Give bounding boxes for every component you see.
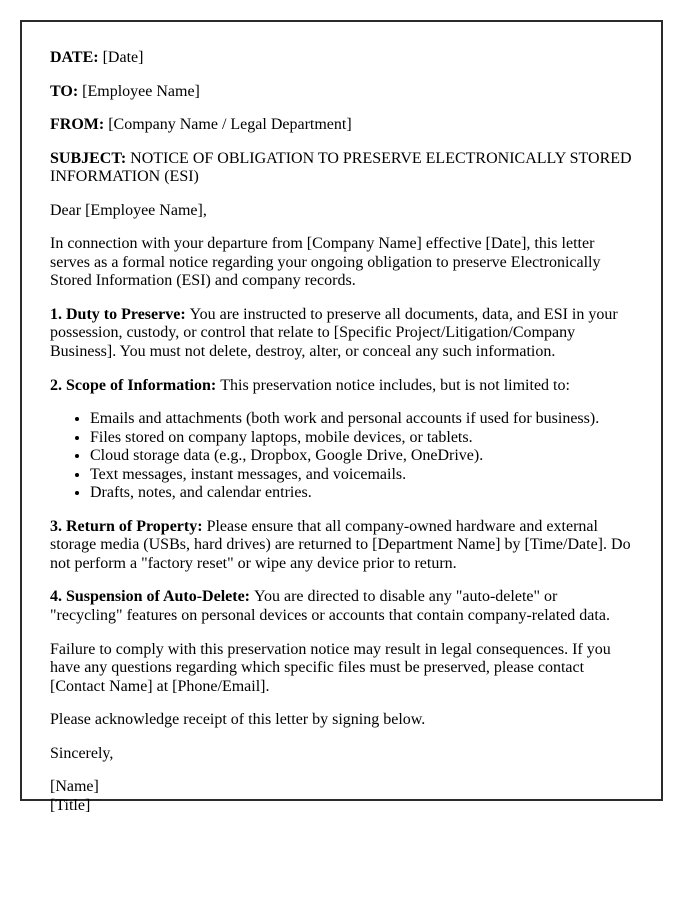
scope-list-item: • Emails and attachments (both work and personal accounts if used for business). <box>90 410 633 429</box>
section-duty <box>50 306 633 362</box>
section-autodelete <box>50 588 633 625</box>
section-duty-body: You are instructed to preserve all documents, data, and ESI in your possession, custody, or control that relate to [Specific Project/Litigation/Company Business]. You must not delete, destroy, alter, or conceal any such information. <box>50 305 618 361</box>
meta-label-date: DATE: <box>50 49 99 66</box>
signature-name: [Name] <box>50 778 99 796</box>
meta-value-date: [Date] <box>102 49 144 66</box>
section-autodelete-body: You are directed to disable any "auto-delete" or "recycling" features on personal devices or accounts that contain company-related data. <box>50 588 610 625</box>
meta-value-to: [Employee Name] <box>82 82 200 100</box>
letter-page <box>20 20 663 814</box>
meta-line-subject <box>50 150 633 187</box>
section-duty-heading: 1. Duty to Preserve: <box>50 305 186 323</box>
signoff: Sincerely, <box>50 744 114 762</box>
meta-value-subject: NOTICE OF OBLIGATION TO PRESERVE ELECTRONICALLY STORED INFORMATION (ESI) <box>50 149 632 186</box>
signature-title: [Title] <box>50 796 91 814</box>
meta-label-to: TO: <box>50 82 79 100</box>
scope-list-item: • Drafts, notes, and calendar entries. <box>90 484 633 503</box>
meta-line-date <box>50 49 633 68</box>
scope-list-item: • Files stored on company laptops, mobile devices, or tablets. <box>90 429 633 448</box>
section-autodelete-heading: 4. Suspension of Auto-Delete: <box>50 588 251 606</box>
signature-block <box>50 778 633 815</box>
acknowledge-paragraph: Please acknowledge receipt of this letter by signing below. <box>50 711 426 729</box>
section-scope-heading: 2. Scope of Information: <box>50 376 217 394</box>
scope-list-item: • Text messages, instant messages, and voicemails. <box>90 466 633 485</box>
section-scope-body: This preservation notice includes, but is not limited to: <box>220 376 570 394</box>
meta-value-from: [Company Name / Legal Department] <box>108 116 352 134</box>
meta-label-subject: SUBJECT: <box>50 149 127 167</box>
section-return-body: Please ensure that all company-owned hardware and external storage media (USBs, hard drives) are returned to [Department Name] by [Time/Date]. Do not perform a "factory reset" or wipe any device prior to return. <box>50 517 631 572</box>
section-return <box>50 518 633 574</box>
scope-list <box>50 410 633 503</box>
intro-paragraph: In connection with your departure from [Company Name] effective [Date], this letter serves as a formal notice regarding your ongoing obligation to preserve Electronically Stored Information (ESI) and company records. <box>50 235 601 290</box>
scope-list-item: • Cloud storage data (e.g., Dropbox, Google Drive, OneDrive). <box>90 447 633 466</box>
meta-line-to <box>50 83 633 102</box>
compliance-paragraph: Failure to comply with this preservation notice may result in legal consequences. If you have any questions regarding which specific files must be preserved, please contact [Contact Name] at [Phone/Email]. <box>50 640 611 695</box>
section-return-heading: 3. Return of Property: <box>50 517 203 535</box>
meta-line-from <box>50 116 633 135</box>
salutation: Dear [Employee Name], <box>50 201 207 219</box>
section-scope <box>50 377 633 396</box>
meta-label-from: FROM: <box>50 116 105 134</box>
